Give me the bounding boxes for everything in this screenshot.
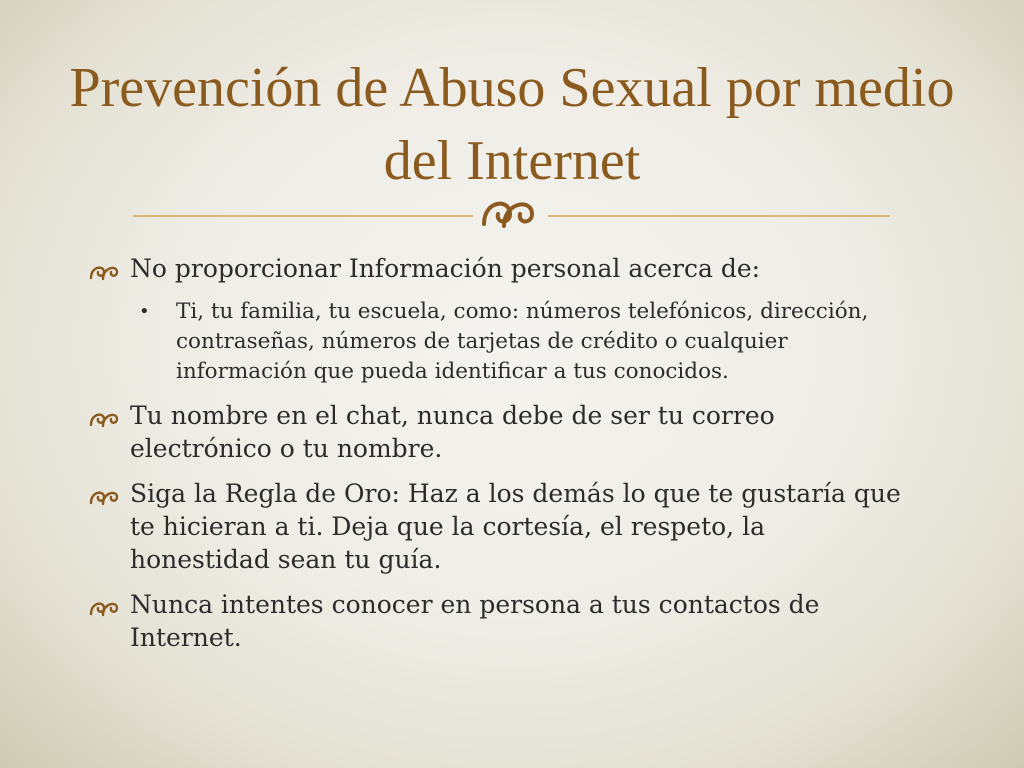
list-item-text: Siga la Regla de Oro: Haz a los demás lo que te gustaría que te hicieran a ti. Deja que la cortesía, el respeto, la honestidad sean tu guía.: [130, 479, 901, 574]
list-item: [88, 399, 908, 465]
list-item: [88, 588, 908, 654]
double-swirl-bullet-icon: [88, 261, 122, 281]
swirl-ornament-icon: [474, 188, 546, 234]
list-item: [88, 252, 908, 285]
double-swirl-bullet-icon: [88, 486, 122, 506]
sub-list-item: [88, 297, 908, 387]
dot-bullet-icon: •: [139, 301, 150, 322]
slide-title: Prevención de Abuso Sexual por medio del Internet: [69, 57, 955, 192]
title-divider-left: [133, 215, 473, 217]
list-item-text: No proporcionar Información personal acerca de:: [130, 254, 761, 283]
double-swirl-bullet-icon: [88, 408, 122, 428]
double-swirl-bullet-icon: [88, 597, 122, 617]
sub-list-item-text: Ti, tu familia, tu escuela, como: números telefónicos, dirección, contraseñas, números de tarjetas de crédito o cualquier información que pueda identificar a tus conocidos.: [176, 299, 869, 384]
list-item-text: Nunca intentes conocer en persona a tus contactos de Internet.: [130, 590, 820, 652]
list-item: [88, 477, 908, 576]
bullet-list: [88, 252, 908, 666]
title-divider-right: [548, 215, 890, 217]
list-item-text: Tu nombre en el chat, nunca debe de ser tu correo electrónico o tu nombre.: [130, 401, 775, 463]
